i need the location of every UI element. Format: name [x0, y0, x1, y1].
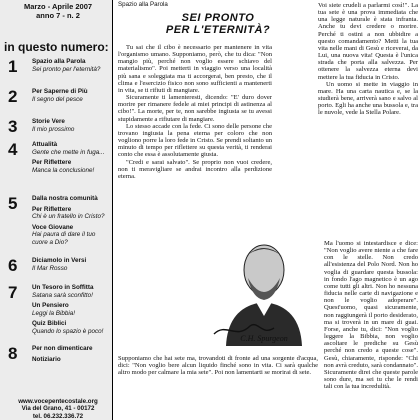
- toc-item-title[interactable]: Per non dimenticare: [32, 345, 93, 352]
- toc-entry-lines: [32, 88, 112, 103]
- toc-entry-lines: [32, 118, 112, 133]
- toc-item-title[interactable]: Dalla nostra comunità: [32, 195, 98, 202]
- toc-page-number: 6: [8, 256, 18, 275]
- article-body-bottom: [118, 355, 318, 376]
- toc-item-title[interactable]: Storie Vere: [32, 118, 65, 125]
- toc-page-number: 5: [8, 194, 18, 213]
- toc-item-title[interactable]: Notiziario: [32, 355, 61, 363]
- toc-item-title[interactable]: Spazio alla Parola: [32, 58, 86, 65]
- toc-page-number: 7: [8, 283, 18, 302]
- paragraph: Lo stesso accade con la fede. Ci sono delle persone che trovano ingiusta la pena eterna per coloro che non vogliono porre la loro fede in Cristo. Se prendi soltanto un minuto di tempo per riflettere su questa verità, ti renderai conto che essa è assolutamente giusta.: [118, 122, 272, 159]
- column-divider: [112, 0, 113, 420]
- footer-web[interactable]: www.vocepentecostale.org: [18, 398, 98, 405]
- toc-page-number: 1: [8, 57, 18, 76]
- section-label: Spazio alla Parola: [118, 1, 168, 8]
- paragraph: Un uomo si mette in viaggio in mare. Ha una carta nautica e, se la studierà bene, arriverà sano e salvo al porto. Egli ha anche una bussola e, tra le nuvole, vede la Stella Polare.: [318, 80, 418, 117]
- toc-page-number: 2: [8, 87, 18, 106]
- toc-entry-lines: [32, 195, 112, 247]
- toc-item-subtitle: Hai paura di dare il tuo cuore a Dio?: [32, 231, 96, 246]
- issue-info: [6, 2, 110, 20]
- toc-title: in questo numero:: [4, 40, 109, 54]
- article-body-right-middle: [324, 240, 418, 390]
- footer-phone: tel. 06.232.336.72: [32, 412, 84, 420]
- toc-page-number: 8: [8, 344, 18, 363]
- toc-item-title[interactable]: Per Riflettere: [32, 205, 72, 213]
- toc-entry-lines: [32, 284, 112, 336]
- paragraph: Voi siete crudeli a parlarmi così!". La tua sete è una prova immediata che una legge naturale è stata infranta. Anche tu devi credere o morire. Perché ti ostini a non ubbidire a questo comandamento? Metti la tua vita nelle mani di Gesù e riceverai, da Lui, una nuova vita! Questa è l'unica strada che porta alla salvezza. Per ottenere la salvezza eterna devi mettere la tua fiducia in Cristo.: [318, 2, 418, 81]
- toc-entry-lines: [32, 345, 112, 363]
- paragraph: Supponiamo che hai sete ma, trovandoti di fronte ad una sorgente d'acqua, dici: "Non voglio bere alcun liquido finché sono in vita. Ci sarà qualche altro modo per calmare la mia sete". Poi non lamentarti se morirai di sete.: [118, 355, 318, 377]
- toc-item-title[interactable]: Un Pensiero: [32, 302, 69, 310]
- toc-entry-lines: [32, 257, 112, 272]
- toc-item-subtitle: Il Mar Rosso: [32, 264, 68, 272]
- toc-item-subtitle: Gente che mette in fuga...: [32, 148, 105, 156]
- toc-item-title[interactable]: Un Tesoro in Soffitta: [32, 284, 94, 291]
- toc-item-subtitle: Manca la conclusione!: [32, 166, 95, 174]
- issue-date: Marzo - Aprile 2007: [23, 2, 93, 11]
- toc-page-number: 4: [8, 140, 18, 159]
- toc-item-title[interactable]: Diciamolo in Versi: [32, 257, 87, 264]
- paragraph: Ma l'uomo si intestardisce e dice: "Non voglio avere niente a che fare con le stelle. Non credo all'esistenza del Polo Nord. Non ho voglia di guardare questa bussola: in fondo l'ago magnetico è un ago come tutti gli altri. Non ho nessuna fiducia nelle carte di navigazione e non le voglio adoperare". Quest'uomo, quasi sicuramente, non raggiungerà il porto desiderato, ma si troverà in un mare di guai. Forse, anche tu, dici: "Non voglio leggere la Bibbia, non voglio ascoltare le prediche su Gesù perché non credo a queste cose". Gesù, chiaramente, risponde: "Chi non avrà creduto, sarà condannato". Sicuramente direi che queste parole sono dure, ma sei tu che le rendi tali con la tua incredulità.: [324, 240, 418, 391]
- article-title-line2: PER L'ETERNITÀ?: [165, 24, 271, 36]
- paragraph: "Credi e sarai salvato". Se proprio non vuoi credere, non ti meravigliare se andrai incontro alla perdizione eterna.: [118, 158, 272, 180]
- toc-item-title[interactable]: Per Saperne di Più: [32, 88, 88, 95]
- toc-entry-lines: [32, 141, 112, 174]
- toc-item-subtitle: Chi è un fratello in Cristo?: [32, 213, 105, 221]
- paragraph: Tu sai che il cibo è necessario per mantenere in vita l'organismo umano. Supponiamo, però, che tu dica: "Non mangio più, perché non voglio essere schiavo del materialismo". Poi metterti in viaggio verso una località più sana e soleggiata ma ti accorgerai, ben presto, che il clima e l'esercizio fisico non sono sufficienti a mantenerti in vita, se ti rifiuti di mangiare.: [118, 44, 272, 94]
- toc-page-number: 3: [8, 117, 18, 136]
- toc-item-subtitle: Leggi la Bibbia!: [32, 309, 76, 317]
- toc-item-subtitle: Quando lo spazio è poco!: [32, 327, 104, 335]
- article-title-line1: SEI PRONTO: [181, 12, 255, 24]
- toc-item-subtitle: Il segno del pesce: [32, 95, 83, 103]
- article-title: [118, 12, 318, 36]
- toc-item-title[interactable]: Voce Giovane: [32, 223, 74, 231]
- article-body-right-top: [318, 2, 418, 117]
- issue-number: anno 7 - n. 2: [36, 11, 80, 20]
- toc-item-subtitle: Sei pronto per l'eternità?: [32, 65, 101, 73]
- toc-item-subtitle: Il mio prossimo: [32, 125, 75, 133]
- toc-item-subtitle: Satana sarà sconfitto!: [32, 291, 93, 299]
- toc-item-title[interactable]: Attualità: [32, 141, 58, 148]
- footer-contacts: [4, 398, 112, 420]
- toc-entry-lines: [32, 58, 112, 73]
- paragraph: Sicuramente ti lamenteresti, dicendo: "E' duro dover morire per rimanere fedele ai miei principi di astinenza al cibo!". La morte, per te, non sarebbe ingiusta se tu avessi stupidamente a rifiutare di mangiare.: [118, 94, 272, 123]
- toc-item-title[interactable]: Per Riflettere: [32, 159, 72, 167]
- portrait-image: [206, 236, 322, 346]
- toc-item-title[interactable]: Quiz Biblici: [32, 320, 67, 328]
- article-body-middle: [118, 44, 272, 180]
- signature: C.H. Spurgeon: [240, 334, 288, 343]
- footer-address: Via del Grano, 41 - 00172: [21, 405, 95, 413]
